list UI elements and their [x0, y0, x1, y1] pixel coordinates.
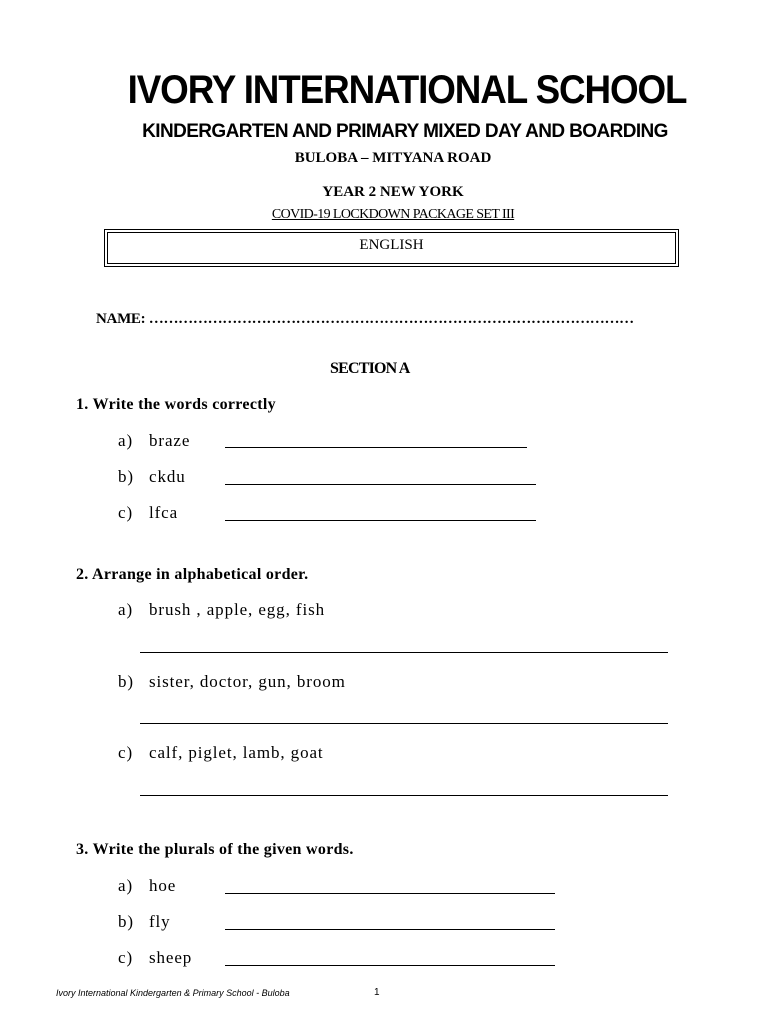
- q3-item-word: sheep: [149, 948, 193, 967]
- school-name: IVORY INTERNATIONAL SCHOOL: [127, 68, 687, 112]
- footer-text: Ivory International Kindergarten & Primary School - Buloba: [56, 988, 290, 998]
- school-location: BULOBA – MITYANA ROAD: [294, 150, 492, 166]
- answer-line: [225, 893, 555, 894]
- q3-item-letter: b): [118, 912, 134, 931]
- answer-line: [140, 795, 668, 796]
- q1-item-letter: a): [118, 431, 134, 450]
- q2-item-words: calf, piglet, lamb, goat: [149, 743, 324, 762]
- answer-line: [140, 652, 668, 653]
- answer-line: [225, 520, 536, 521]
- q1-item-word: braze: [149, 431, 191, 450]
- question-1-title: 1. Write the words correctly: [76, 396, 276, 413]
- q1-item-letter: c): [118, 503, 134, 522]
- q1-item-word: ckdu: [149, 467, 186, 486]
- q2-item-words: brush , apple, egg, fish: [149, 600, 325, 619]
- section-heading: SECTION A: [330, 360, 410, 377]
- name-field: NAME: ………………………………………………………………………………………: [96, 311, 634, 327]
- answer-line: [225, 447, 527, 448]
- q3-item-word: fly: [149, 912, 171, 931]
- package-title: COVID-19 LOCKDOWN PACKAGE SET III: [271, 207, 515, 222]
- answer-line: [225, 484, 536, 485]
- answer-line: [225, 965, 555, 966]
- question-3-title: 3. Write the plurals of the given words.: [76, 841, 354, 858]
- q3-item-letter: c): [118, 948, 134, 967]
- q2-item-letter: a): [118, 600, 134, 619]
- page-number: 1: [374, 987, 380, 998]
- answer-line: [225, 929, 555, 930]
- q2-item-letter: b): [118, 672, 134, 691]
- q1-item-word: lfca: [149, 503, 179, 522]
- subject-label: ENGLISH: [359, 237, 424, 253]
- q2-item-words: sister, doctor, gun, broom: [149, 672, 346, 691]
- q1-item-letter: b): [118, 467, 134, 486]
- class-name: YEAR 2 NEW YORK: [322, 184, 464, 200]
- q3-item-letter: a): [118, 876, 134, 895]
- q2-item-letter: c): [118, 743, 134, 762]
- question-2-title: 2. Arrange in alphabetical order.: [76, 566, 309, 583]
- school-subtitle: KINDERGARTEN AND PRIMARY MIXED DAY AND BOARDING: [142, 121, 668, 142]
- answer-line: [140, 723, 668, 724]
- q3-item-word: hoe: [149, 876, 177, 895]
